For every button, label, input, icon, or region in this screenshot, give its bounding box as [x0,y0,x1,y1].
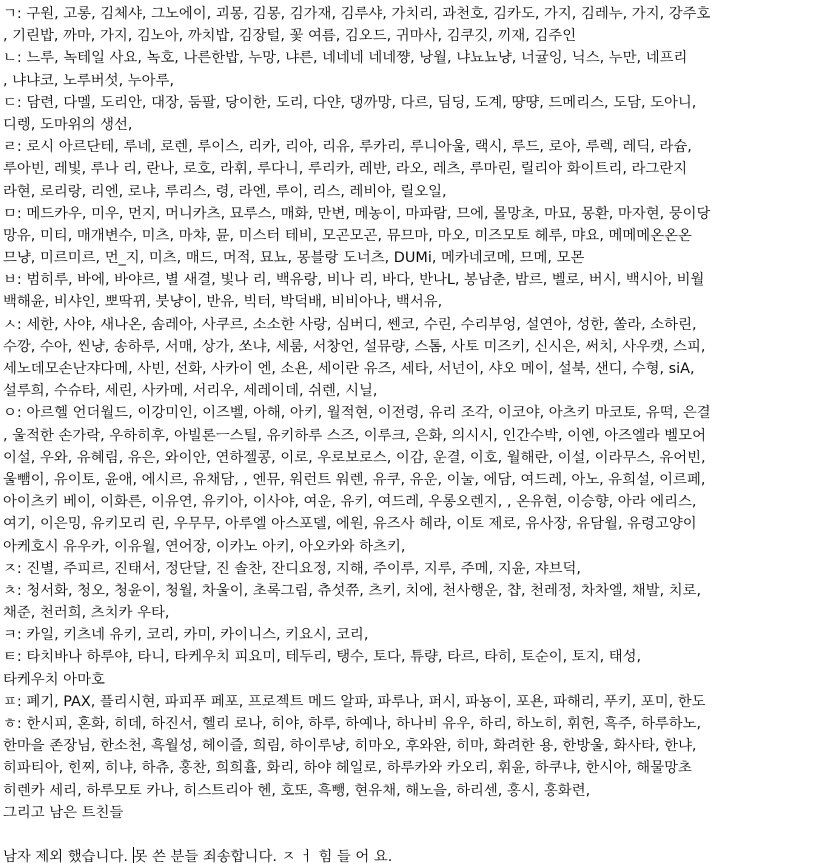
text-line: ㅊ: 청서화, 청오, 청윤이, 청월, 차울이, 초록그림, 츄섯쮸, 츠키, 치에, 천사행운, 챱, 천레정, 차차엘, 채발, 치로, [3,582,702,599]
text-line: 디렝, 도마위의 생선, [3,116,133,133]
text-line: 루아빈, 레빛, 루나 리, 란나, 로호, 라휘, 루다니, 루리카, 레반, 라오, 레츠, 루마린, 릴리아 화이트리, 라그란지 [3,161,688,178]
text-line: ㅅ: 세한, 사야, 새나온, 솜레아, 사쿠르, 소소한 사랑, 심버디, 쎈코, 수린, 수리부엉, 설연아, 성한, 쏠라, 소하린, [3,316,697,333]
footer-text-after: 못 쓴 분들 죄송합니다. ㅈ ㅓ 힘 들 어 요. [133,848,393,865]
text-line: 백해윤, 비샤인, 뽀딱뀌, 붓냥이, 반유, 빅터, 박덕배, 비비아나, 백서유, [3,294,443,311]
text-line: 한마을 존장님, 한소천, 흑월성, 헤이즐, 희림, 하이루냥, 히마오, 후와완, 히마, 화려한 용, 한방울, 화사타, 한냐, [3,738,697,755]
text-line: 망유, 미티, 매개변수, 미츠, 마챠, 뮨, 미스터 테비, 모곤모곤, 뮤므마, 마오, 미즈모토 헤루, 먀요, 메메메온온온 [3,227,692,244]
blank-line [3,824,815,846]
footer-text-before: 남자 제외 했습니다. [3,848,133,865]
text-line: 므냥, 미르미르, 먼_지, 미츠, 매드, 머적, 묘뇨, 몽블랑 도너츠, DUMi, 메카네코메, 므메, 모몬 [3,250,585,267]
document-body [3,3,815,868]
text-line: 라현, 로리랑, 리엔, 로냐, 루리스, 령, 라엔, 루이, 리스, 레비아, 릴오일, [3,183,447,200]
text-line: ㅂ: 범히루, 바에, 바야르, 별 새결, 빛나 리, 백유랑, 비나 리, 바다, 반나L, 봉남춘, 밤르, 벨로, 버시, 백시아, 비월 [3,272,705,289]
text-line: ㅌ: 타치바나 하루야, 타니, 타케우치 피요미, 테두리, 탱수, 토다, 튜량, 타르, 타히, 토순이, 토지, 태성, [3,649,642,666]
text-line: , 기린밥, 까마, 가지, 김노아, 까치밥, 김장털, 꽃 여름, 김오드, 귀마사, 김쿠깃, 끼재, 김주인 [3,28,577,45]
text-line: ㄴ: 느루, 녹테일 사요, 녹호, 나른한밥, 누망, 냐른, 네네네 네네쨩, 낭월, 냐뇨뇨냥, 너귤잉, 닉스, 누만, 네프리 [3,50,688,67]
text-line: 아케호시 유우카, 이유월, 연어장, 이카노 아키, 아오카와 하츠키, [3,538,406,555]
text-line: , 냐냐코, 노루버섯, 누아루, [3,72,175,89]
text-line: 히파티아, 힌찌, 히냐, 하츄, 홍찬, 희희휼, 화리, 하야 헤일로, 하루카와 카오리, 휘윤, 하쿠냐, 한시아, 해물망초 [3,760,692,777]
text-line: 설루희, 수슈타, 세린, 사카메, 서리우, 세레이데, 쉬렌, 시닐, [3,383,378,400]
text-line: ㅁ: 메드카우, 미우, 먼지, 머니카츠, 묘루스, 매화, 만변, 메농이, 마파람, 므에, 몰망초, 마묘, 몽환, 마자현, 뭉이당 [3,205,711,222]
text-line: ㅈ: 진별, 주피르, 진태서, 정단달, 진 솔찬, 잔디요정, 지해, 주이루, 지루, 주메, 지윤, 쟈브덕, [3,560,581,577]
text-line: ㅎ: 한시피, 혼화, 히데, 하진서, 헬리 로나, 히야, 하루, 하예나, 하나비 유우, 하리, 하노히, 휘헌, 흑주, 하루하노, [3,716,702,732]
text-line: 채준, 천러희, 츠치카 우타, [3,605,170,622]
text-line: , 울적한 손가락, 우하히후, 아빌론ㅡ스틸, 유키하루 스즈, 이루크, 은화, 의시시, 인간수박, 이엔, 아즈엘라 벨모어 [3,427,706,444]
text-line: ㄷ: 담련, 다멜, 도리안, 대장, 둠팔, 당이한, 도리, 다얀, 댕까망, 다르, 딤딩, 도계, 땽땽, 드메리스, 도담, 도아니, [3,94,697,111]
text-line: 수깡, 수아, 씬냥, 송하루, 서매, 상가, 쏘냐, 세룸, 서창언, 설뮤량, 스톰, 사토 미즈키, 신시은, 써치, 사우캣, 스피, [3,338,706,355]
text-line: 아이츠키 베이, 이화른, 이유연, 유키아, 이사야, 여운, 유키, 여드레, 우롱오렌지, , 온유현, 이승향, 아라 에리스, [3,494,697,511]
text-line: 타케우치 아마호 [3,671,105,688]
text-line: 그리고 남은 트친들 [3,804,124,821]
text-line: ㅇ: 아르헬 언더월드, 이강미인, 이즈벨, 아해, 아키, 월적현, 이전령, 유리 조각, 이코야, 아츠키 마코토, 유떡, 은결 [3,405,711,422]
text-line: 히렌카 세리, 하루모토 카나, 히스트리아 헨, 호또, 흑뺑, 현유채, 해노을, 하리센, 홍시, 홍화련, [3,782,591,799]
text-line: 여기, 이은밍, 유키모리 린, 우무무, 아루엘 아스포델, 에원, 유즈사 헤라, 이토 제로, 유사장, 유담월, 유령고양이 [3,516,697,533]
text-line: 울뺌이, 유이토, 윤애, 에시르, 유채담, , 엔뮤, 워런트 워렌, 유쿠, 유운, 이눌, 에담, 여드레, 아노, 유희설, 이르페, [3,471,706,488]
text-line: ㄹ: 로시 아르단테, 루네, 로렌, 루이스, 리카, 리아, 리유, 루카리, 루니아울, 랙시, 루드, 로아, 루렉, 레딕, 라슘, [3,139,692,156]
text-line: ㅋ: 카일, 키츠네 유키, 코리, 카미, 카이니스, 키요시, 코리, [3,627,369,644]
text-line: 세노데모손난쟈다메, 사빈, 선화, 사카이 엔, 소욘, 세이란 유즈, 세타, 서넌이, 샤오 메이, 설북, 샌디, 수형, siA, [3,361,695,377]
text-line: ㅍ: 폐기, PAX, 플리시현, 파피푸 페포, 프로젝트 메드 알파, 파루나, 퍼시, 파뇽이, 포욘, 파해리, 푸키, 포미, 한도 [3,693,706,710]
text-line: ㄱ: 구원, 고롱, 김체샤, 그노에이, 괴몽, 김몽, 김가재, 김루샤, 가치리, 과천호, 김카도, 가지, 김레누, 가지, 강주호 [3,6,711,22]
text-line: 이설, 우와, 유혜림, 유은, 와이안, 연하젤콩, 이로, 우로보로스, 이감, 운결, 이호, 월해란, 이설, 이라무스, 유어빈, [3,449,706,466]
name-list [3,3,815,824]
footer-note[interactable] [3,846,815,868]
